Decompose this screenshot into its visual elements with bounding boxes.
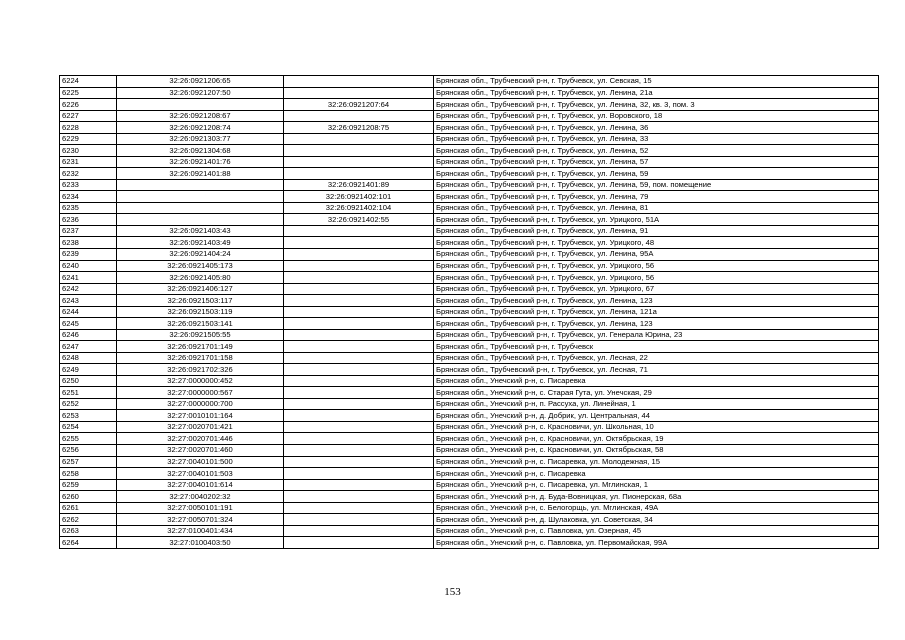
secondary-cadastral-number-cell [284, 537, 434, 549]
secondary-cadastral-number-cell [284, 468, 434, 480]
address-cell: Брянская обл., Унечский р-н, с. Красновичи, ул. Школьная, 10 [434, 421, 879, 433]
cadastral-number-cell: 32:26:0921701:149 [117, 341, 284, 353]
table-row [60, 410, 879, 422]
cadastral-number-cell: 32:27:0050101:191 [117, 502, 284, 514]
address-cell: Брянская обл., Трубчевский р-н, г. Трубчевск, ул. Севская, 15 [434, 76, 879, 88]
secondary-cadastral-number-cell [284, 502, 434, 514]
address-cell: Брянская обл., Трубчевский р-н, г. Трубчевск, ул. Ленина, 59 [434, 168, 879, 180]
secondary-cadastral-number-cell [284, 479, 434, 491]
address-cell: Брянская обл., Трубчевский р-н, г. Трубчевск, ул. Урицкого, 56 [434, 260, 879, 272]
address-cell: Брянская обл., Трубчевский р-н, г. Трубчевск, ул. Ленина, 121а [434, 306, 879, 318]
secondary-cadastral-number-cell [284, 248, 434, 260]
record-number-cell: 6238 [60, 237, 117, 249]
table-row [60, 468, 879, 480]
address-cell: Брянская обл., Трубчевский р-н, г. Трубчевск, ул. Ленина, 123 [434, 295, 879, 307]
secondary-cadastral-number-cell [284, 445, 434, 457]
address-cell: Брянская обл., Трубчевский р-н, г. Трубчевск, ул. Ленина, 79 [434, 191, 879, 203]
address-cell: Брянская обл., Трубчевский р-н, г. Трубчевск, ул. Ленина, 32, кв. 3, пом. 3 [434, 99, 879, 111]
address-cell: Брянская обл., Трубчевский р-н, г. Трубчевск, ул. Урицкого, 56 [434, 272, 879, 284]
table-row [60, 375, 879, 387]
secondary-cadastral-number-cell [284, 329, 434, 341]
secondary-cadastral-number-cell [284, 145, 434, 157]
cadastral-number-cell: 32:26:0921503:117 [117, 295, 284, 307]
table-row [60, 491, 879, 503]
table-row [60, 225, 879, 237]
address-cell: Брянская обл., Трубчевский р-н, г. Трубчевск, ул. Ленина, 57 [434, 156, 879, 168]
cadastral-number-cell [117, 99, 284, 111]
table-row [60, 156, 879, 168]
table-row [60, 479, 879, 491]
cadastral-number-cell: 32:27:0000000:700 [117, 398, 284, 410]
table-row [60, 352, 879, 364]
table-row [60, 248, 879, 260]
record-number-cell: 6263 [60, 525, 117, 537]
table-row [60, 283, 879, 295]
address-cell: Брянская обл., Трубчевский р-н, г. Трубчевск, ул. Урицкого, 51А [434, 214, 879, 226]
cadastral-number-cell [117, 202, 284, 214]
record-number-cell: 6252 [60, 398, 117, 410]
table-row [60, 306, 879, 318]
secondary-cadastral-number-cell [284, 364, 434, 376]
cadastral-number-cell: 32:26:0921503:141 [117, 318, 284, 330]
address-cell: Брянская обл., Трубчевский р-н, г. Трубчевск, ул. Лесная, 71 [434, 364, 879, 376]
cadastral-number-cell: 32:26:0921404:24 [117, 248, 284, 260]
secondary-cadastral-number-cell [284, 156, 434, 168]
table-row [60, 260, 879, 272]
address-cell: Брянская обл., Унечский р-н, д. Шулаковка, ул. Советская, 34 [434, 514, 879, 526]
cadastral-number-cell: 32:27:0050701:324 [117, 514, 284, 526]
table-row [60, 87, 879, 99]
secondary-cadastral-number-cell: 32:26:0921402:55 [284, 214, 434, 226]
record-number-cell: 6242 [60, 283, 117, 295]
table-row [60, 122, 879, 134]
table-row [60, 364, 879, 376]
table-row [60, 76, 879, 88]
cadastral-number-cell: 32:27:0100403:50 [117, 537, 284, 549]
cadastral-number-cell: 32:26:0921303:77 [117, 133, 284, 145]
record-number-cell: 6224 [60, 76, 117, 88]
address-cell: Брянская обл., Трубчевский р-н, г. Трубчевск, ул. Урицкого, 67 [434, 283, 879, 295]
address-cell: Брянская обл., Унечский р-н, с. Писаревка, ул. Мглинская, 1 [434, 479, 879, 491]
table-row [60, 537, 879, 549]
cadastral-number-cell: 32:26:0921702:326 [117, 364, 284, 376]
address-cell: Брянская обл., Трубчевский р-н, г. Трубчевск, ул. Ленина, 21а [434, 87, 879, 99]
cadastral-number-cell: 32:26:0921208:74 [117, 122, 284, 134]
address-cell: Брянская обл., Трубчевский р-н, г. Трубчевск, ул. Ленина, 95А [434, 248, 879, 260]
table-row [60, 214, 879, 226]
cadastral-number-cell [117, 191, 284, 203]
cadastral-number-cell: 32:26:0921503:119 [117, 306, 284, 318]
record-number-cell: 6248 [60, 352, 117, 364]
cadastral-number-cell: 32:26:0921405:80 [117, 272, 284, 284]
cadastral-number-cell: 32:27:0020701:460 [117, 445, 284, 457]
record-number-cell: 6255 [60, 433, 117, 445]
record-number-cell: 6258 [60, 468, 117, 480]
cadastral-number-cell: 32:27:0040101:614 [117, 479, 284, 491]
cadastral-number-cell: 32:27:0100401:434 [117, 525, 284, 537]
cadastral-number-cell: 32:27:0020701:421 [117, 421, 284, 433]
record-number-cell: 6240 [60, 260, 117, 272]
record-number-cell: 6262 [60, 514, 117, 526]
secondary-cadastral-number-cell [284, 514, 434, 526]
cadastral-number-cell: 32:27:0000000:452 [117, 375, 284, 387]
secondary-cadastral-number-cell: 32:26:0921402:101 [284, 191, 434, 203]
secondary-cadastral-number-cell [284, 110, 434, 122]
secondary-cadastral-number-cell [284, 168, 434, 180]
table-row [60, 237, 879, 249]
address-cell: Брянская обл., Трубчевский р-н, г. Трубчевск, ул. Урицкого, 48 [434, 237, 879, 249]
table-row [60, 145, 879, 157]
secondary-cadastral-number-cell [284, 237, 434, 249]
address-cell: Брянская обл., Трубчевский р-н, г. Трубчевск, ул. Ленина, 33 [434, 133, 879, 145]
address-cell: Брянская обл., Унечский р-н, с. Писаревка [434, 375, 879, 387]
cadastral-number-cell: 32:26:0921406:127 [117, 283, 284, 295]
address-cell: Брянская обл., Трубчевский р-н, г. Трубчевск, ул. Ленина, 59, пом. помещение [434, 179, 879, 191]
record-number-cell: 6244 [60, 306, 117, 318]
secondary-cadastral-number-cell [284, 341, 434, 353]
cadastral-number-cell: 32:26:0921304:68 [117, 145, 284, 157]
address-cell: Брянская обл., Унечский р-н, с. Старая Гута, ул. Унечская, 29 [434, 387, 879, 399]
address-cell: Брянская обл., Унечский р-н, с. Писаревка [434, 468, 879, 480]
secondary-cadastral-number-cell [284, 295, 434, 307]
record-number-cell: 6237 [60, 225, 117, 237]
record-number-cell: 6247 [60, 341, 117, 353]
address-cell: Брянская обл., Трубчевский р-н, г. Трубчевск, ул. Лесная, 22 [434, 352, 879, 364]
secondary-cadastral-number-cell [284, 283, 434, 295]
record-number-cell: 6256 [60, 445, 117, 457]
record-number-cell: 6226 [60, 99, 117, 111]
table-row [60, 295, 879, 307]
record-number-cell: 6234 [60, 191, 117, 203]
secondary-cadastral-number-cell [284, 433, 434, 445]
record-number-cell: 6246 [60, 329, 117, 341]
record-number-cell: 6235 [60, 202, 117, 214]
address-cell: Брянская обл., Трубчевский р-н, г. Трубчевск, ул. Ленина, 52 [434, 145, 879, 157]
cadastral-number-cell: 32:26:0921403:49 [117, 237, 284, 249]
table-row [60, 329, 879, 341]
address-cell: Брянская обл., Трубчевский р-н, г. Трубчевск, ул. Воровского, 18 [434, 110, 879, 122]
record-number-cell: 6232 [60, 168, 117, 180]
cadastral-number-cell: 32:27:0000000:567 [117, 387, 284, 399]
secondary-cadastral-number-cell [284, 525, 434, 537]
record-number-cell: 6257 [60, 456, 117, 468]
table-row [60, 341, 879, 353]
address-cell: Брянская обл., Трубчевский р-н, г. Трубчевск, ул. Ленина, 91 [434, 225, 879, 237]
register-table-container [59, 75, 879, 549]
cadastral-number-cell [117, 179, 284, 191]
cadastral-number-cell: 32:26:0921701:158 [117, 352, 284, 364]
address-cell: Брянская обл., Унечский р-н, с. Белогорщь, ул. Мглинская, 49А [434, 502, 879, 514]
cadastral-number-cell: 32:26:0921401:76 [117, 156, 284, 168]
cadastral-number-cell: 32:26:0921401:88 [117, 168, 284, 180]
address-cell: Брянская обл., Трубчевский р-н, г. Трубчевск, ул. Генерала Юрина, 23 [434, 329, 879, 341]
record-number-cell: 6236 [60, 214, 117, 226]
table-row [60, 525, 879, 537]
secondary-cadastral-number-cell [284, 491, 434, 503]
secondary-cadastral-number-cell [284, 387, 434, 399]
cadastral-number-cell: 32:26:0921206:65 [117, 76, 284, 88]
secondary-cadastral-number-cell [284, 318, 434, 330]
secondary-cadastral-number-cell: 32:26:0921402:104 [284, 202, 434, 214]
secondary-cadastral-number-cell [284, 352, 434, 364]
address-cell: Брянская обл., Унечский р-н, с. Писаревка, ул. Молодежная, 15 [434, 456, 879, 468]
secondary-cadastral-number-cell: 32:26:0921401:89 [284, 179, 434, 191]
table-row [60, 502, 879, 514]
secondary-cadastral-number-cell [284, 421, 434, 433]
table-row [60, 398, 879, 410]
record-number-cell: 6259 [60, 479, 117, 491]
record-number-cell: 6230 [60, 145, 117, 157]
address-cell: Брянская обл., Унечский р-н, с. Павловка, ул. Первомайская, 99А [434, 537, 879, 549]
table-row [60, 99, 879, 111]
table-row [60, 202, 879, 214]
record-number-cell: 6261 [60, 502, 117, 514]
cadastral-number-cell: 32:26:0921403:43 [117, 225, 284, 237]
cadastral-number-cell: 32:26:0921208:67 [117, 110, 284, 122]
cadastral-number-cell: 32:27:0020701:446 [117, 433, 284, 445]
secondary-cadastral-number-cell: 32:26:0921208:75 [284, 122, 434, 134]
cadastral-number-cell: 32:26:0921405:173 [117, 260, 284, 272]
table-row [60, 133, 879, 145]
record-number-cell: 6254 [60, 421, 117, 433]
secondary-cadastral-number-cell [284, 76, 434, 88]
secondary-cadastral-number-cell [284, 225, 434, 237]
cadastral-number-cell: 32:26:0921505:55 [117, 329, 284, 341]
address-cell: Брянская обл., Унечский р-н, с. Красновичи, ул. Октябрьская, 58 [434, 445, 879, 457]
address-cell: Брянская обл., Трубчевский р-н, г. Трубчевск, ул. Ленина, 81 [434, 202, 879, 214]
cadastral-number-cell: 32:27:0010101:164 [117, 410, 284, 422]
table-body [60, 76, 879, 549]
table-row [60, 456, 879, 468]
record-number-cell: 6250 [60, 375, 117, 387]
record-number-cell: 6229 [60, 133, 117, 145]
record-number-cell: 6239 [60, 248, 117, 260]
address-cell: Брянская обл., Унечский р-н, п. Рассуха, ул. Линейная, 1 [434, 398, 879, 410]
table-row [60, 421, 879, 433]
secondary-cadastral-number-cell [284, 375, 434, 387]
page-number: 153 [444, 586, 461, 598]
record-number-cell: 6231 [60, 156, 117, 168]
record-number-cell: 6253 [60, 410, 117, 422]
address-cell: Брянская обл., Унечский р-н, с. Павловка, ул. Озерная, 45 [434, 525, 879, 537]
table-row [60, 433, 879, 445]
record-number-cell: 6227 [60, 110, 117, 122]
table-row [60, 191, 879, 203]
table-row [60, 272, 879, 284]
record-number-cell: 6225 [60, 87, 117, 99]
table-row [60, 179, 879, 191]
record-number-cell: 6249 [60, 364, 117, 376]
record-number-cell: 6245 [60, 318, 117, 330]
secondary-cadastral-number-cell [284, 456, 434, 468]
cadastral-number-cell [117, 214, 284, 226]
table-row [60, 514, 879, 526]
secondary-cadastral-number-cell [284, 87, 434, 99]
secondary-cadastral-number-cell: 32:26:0921207:64 [284, 99, 434, 111]
table-row [60, 110, 879, 122]
cadastral-number-cell: 32:27:0040101:503 [117, 468, 284, 480]
record-number-cell: 6251 [60, 387, 117, 399]
record-number-cell: 6243 [60, 295, 117, 307]
secondary-cadastral-number-cell [284, 306, 434, 318]
address-cell: Брянская обл., Трубчевский р-н, г. Трубчевск, ул. Ленина, 36 [434, 122, 879, 134]
record-number-cell: 6260 [60, 491, 117, 503]
table-row [60, 445, 879, 457]
cadastral-number-cell: 32:27:0040202:32 [117, 491, 284, 503]
table-row [60, 318, 879, 330]
address-cell: Брянская обл., Унечский р-н, д. Буда-Вовницкая, ул. Пионерская, 68а [434, 491, 879, 503]
secondary-cadastral-number-cell [284, 272, 434, 284]
cadastral-number-cell: 32:26:0921207:50 [117, 87, 284, 99]
secondary-cadastral-number-cell [284, 260, 434, 272]
cadastral-register-table [59, 75, 879, 549]
secondary-cadastral-number-cell [284, 133, 434, 145]
secondary-cadastral-number-cell [284, 410, 434, 422]
record-number-cell: 6264 [60, 537, 117, 549]
table-row [60, 168, 879, 180]
record-number-cell: 6228 [60, 122, 117, 134]
record-number-cell: 6241 [60, 272, 117, 284]
address-cell: Брянская обл., Унечский р-н, д. Добрик, ул. Центральная, 44 [434, 410, 879, 422]
address-cell: Брянская обл., Трубчевский р-н, г. Трубчевск, ул. Ленина, 123 [434, 318, 879, 330]
table-row [60, 387, 879, 399]
address-cell: Брянская обл., Трубчевский р-н, г. Трубчевск [434, 341, 879, 353]
cadastral-number-cell: 32:27:0040101:500 [117, 456, 284, 468]
secondary-cadastral-number-cell [284, 398, 434, 410]
address-cell: Брянская обл., Унечский р-н, с. Красновичи, ул. Октябрьская, 19 [434, 433, 879, 445]
record-number-cell: 6233 [60, 179, 117, 191]
